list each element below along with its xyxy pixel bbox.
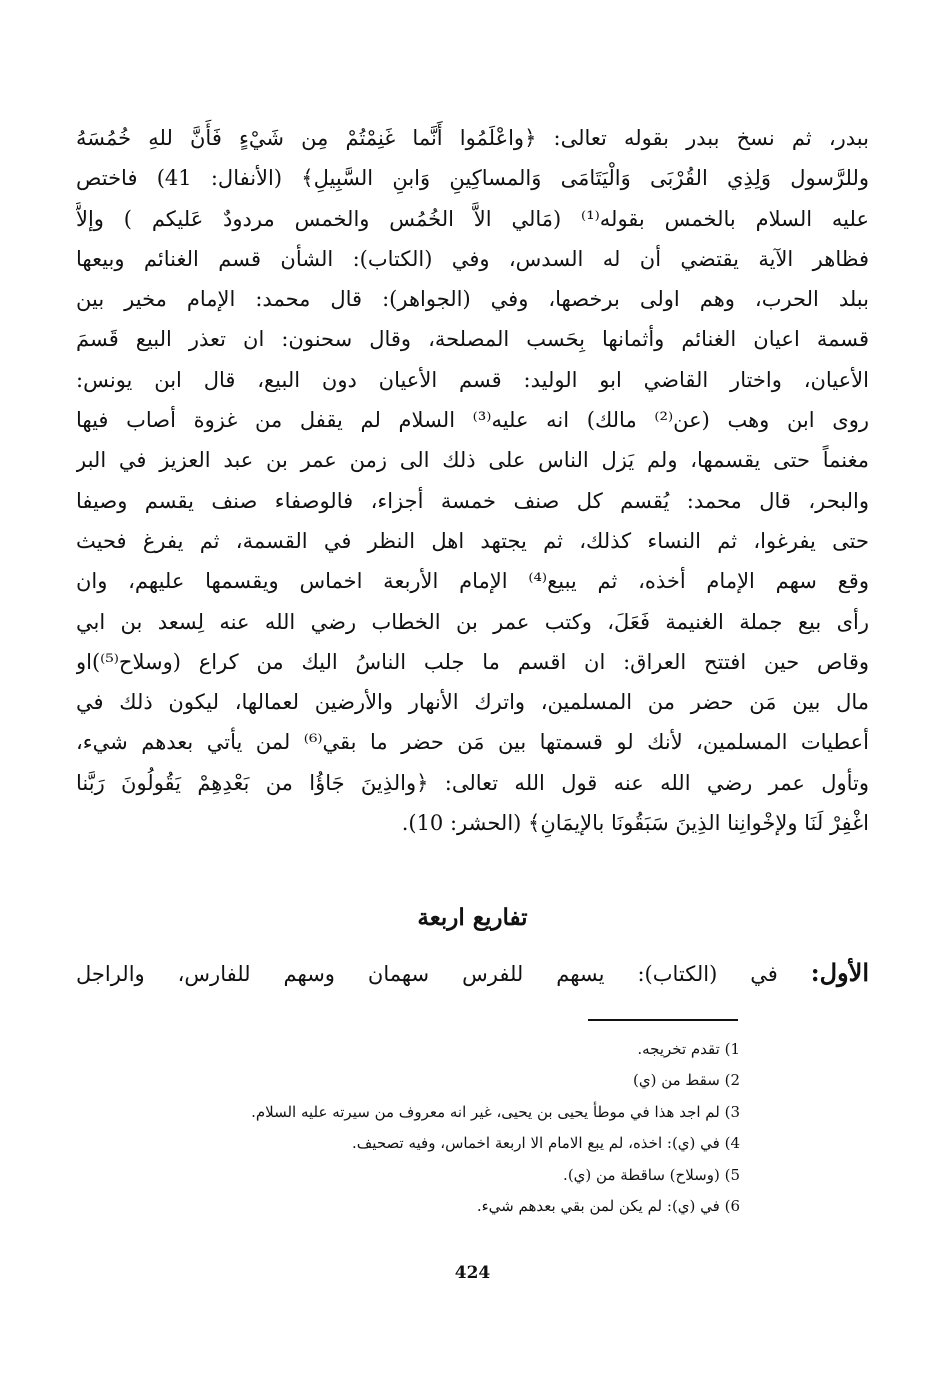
text-line: وتأول عمر رضي الله عنه قول الله تعالى: ﴿والذِينَ جَاؤُا من بَعْدِهِمْ يَقُولُونَ رَبَّنا: [76, 770, 869, 795]
footnote-2: 2) سقط من (ي): [633, 1071, 740, 1090]
text-line: وقاص حين افتتح العراق: ان اقسم ما جلب الناسُ اليك من كراع (وسلاح⁽⁵⁾)او: [76, 649, 869, 674]
footnote-5: 5) (وسلاح) ساقطة من (ي).: [563, 1165, 740, 1184]
text-line: عليه السلام بالخمس بقوله⁽¹⁾ (مَالي الاَّ الخُمُس والخمس مردودٌ عَليكم ) وإلاَّ: [76, 206, 869, 231]
text-line: والبحر، قال محمد: يُقسم كل صنف خمسة أجزاء، فالوصفاء صنف يقسم وصيفا: [76, 488, 869, 513]
text-line: حتى يفرغوا، ثم النساء كذلك، ثم يجتهد اهل النظر في القسمة، ثم يفرغ فحيث: [76, 528, 869, 553]
main-text-block: [76, 118, 869, 843]
text-line: أعطيات المسلمين، لأنك لو قسمتها بين مَن حضر ما بقي⁽⁶⁾ لمن يأتي بعدهم شيء،: [76, 730, 869, 755]
footnote-3: 3) لم اجد هذا في موطأ يحيى بن يحيى، غير انه معروف من سيرته عليه السلام.: [251, 1102, 740, 1121]
text-line: الأعيان، واختار القاضي ابو الوليد: قسم الأعيان دون البيع، قال ابن يونس:: [76, 367, 869, 392]
text-line: ببلد الحرب، وهم اولى برخصها، وفي (الجواهر): قال محمد: الإمام مخير بين: [76, 287, 869, 312]
section-heading: تفاريع اربعة: [417, 904, 528, 931]
footnote-4: 4) في (ي): اخذه، لم يبع الامام الا اربعة اخماس، وفيه تصحيف.: [352, 1134, 740, 1153]
text-line: ببدر، ثم نسخ ببدر بقوله تعالى: ﴿واعْلَمُوا أَنَّما غَنِمْتُمْ مِن شَيْءٍ فَأَنَّ للهِ خُمُسَهُ: [76, 126, 869, 150]
text-line: رأى بيع جملة الغنيمة فَعَلَ، وكتب عمر بن الخطاب رضي الله عنه لِسعد بن ابي: [76, 609, 869, 634]
text-line: مغنماً حتى يقسمها، ولم يَزل الناس على ذلك الى زمن عمر بن عبد العزيز في البر: [76, 448, 869, 473]
footnote-1: 1) تقدم تخريجه.: [637, 1040, 740, 1058]
footnotes-block: [150, 1034, 740, 1222]
text-line: وقع سهم الإمام أخذه، ثم يبيع⁽⁴⁾ الإمام الأربعة اخماس ويقسمها عليهم، وان: [76, 569, 869, 594]
first-point-text: في (الكتاب): يسهم للفرس سهمان وسهم للفارس، والراجل: [76, 962, 778, 986]
text-line: قسمة اعيان الغنائم وأثمانها بِحَسب المصلحة، وقال سحنون: ان تعذر البيع قَسمَ: [76, 327, 869, 352]
text-line: مال بين مَن حضر من المسلمين، واترك الأنهار والأرضين لعمالها، ليكون ذلك في: [76, 690, 869, 715]
footnote-6: 6) في (ي): لم يكن لمن بقي بعدهم شيء.: [476, 1196, 740, 1215]
text-line: فظاهر الآية يقتضي أن له السدس، وفي (الكتاب): الشأن قسم الغنائم وبيعها: [76, 246, 869, 271]
first-point-paragraph: [76, 953, 869, 994]
page-number: 424: [454, 1263, 491, 1283]
first-point-lead: الأول:: [810, 958, 869, 987]
text-line: روى ابن وهب (عن⁽²⁾ مالك) انه عليه⁽³⁾ السلام لم يقفل من غزوة أصاب فيها: [76, 408, 869, 433]
text-line: اغْفِرْ لَنَا ولإخْوانِنا الذِينَ سَبَقُونَا بالإيمَانِ﴾ (الحشر: 10).: [401, 811, 869, 836]
text-line: وللرَّسول وَلِذِي القُرْبَى وَالْيَتَامَى وَالمساكِينِ وَابنِ السَّبِيلِ﴾ (الأنفال: 41) فاختص: [76, 166, 869, 191]
footnote-separator: [588, 1019, 738, 1021]
